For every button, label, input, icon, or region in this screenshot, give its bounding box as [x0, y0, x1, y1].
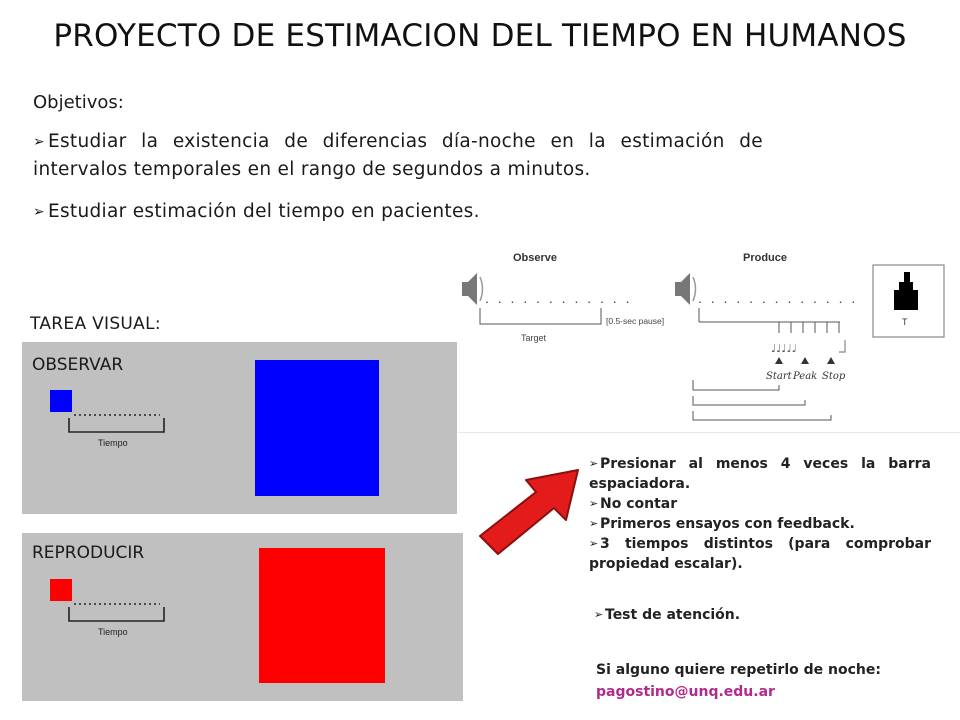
objective-text-1: Estudiar la existencia de diferencias día-noche en la estimación de intervalos temporales en el rango de segundos a minutos. [33, 131, 763, 180]
stop-label: Stop [822, 371, 846, 382]
observe-label: Observe [513, 252, 558, 264]
instructions-list [589, 454, 931, 574]
email-link[interactable]: pagostino@unq.edu.ar [596, 684, 775, 700]
reproduce-timeline-label: Tiempo [98, 627, 128, 637]
reproduce-timeline [66, 591, 176, 641]
start-label: Start [766, 371, 792, 382]
instruction-text: Primeros ensayos con feedback. [600, 516, 855, 532]
observe-panel [22, 342, 457, 514]
target-label: Target [521, 333, 547, 343]
attention-test-text: Test de atención. [605, 607, 741, 623]
speaker-icon [675, 273, 696, 305]
arrow-bullet-icon: ➢ [594, 608, 604, 621]
instruction-text: 3 tiempos distintos (para comprobar propiedad escalar). [589, 536, 931, 572]
instruction-item [589, 494, 931, 514]
bracket-stop [693, 411, 831, 420]
attention-test-item [594, 607, 740, 623]
start-marker [775, 357, 783, 364]
objective-item-1 [33, 128, 763, 184]
observe-panel-title: OBSERVAR [32, 355, 124, 375]
produce-ticks [779, 322, 839, 333]
large-red-square [259, 548, 385, 683]
repeat-note: Si alguno quiere repetirlo de noche: [596, 662, 881, 678]
objective-item-2 [33, 198, 480, 226]
observe-dots: . . . . . . . . . . . . [485, 290, 632, 306]
note-icons: ♩♩♩♩♩ [771, 342, 797, 355]
instruction-text: No contar [600, 496, 678, 512]
objectives-label: Objetivos: [33, 92, 124, 113]
arrow-bullet-icon: ➢ [589, 457, 599, 470]
arrow-bullet-icon: ➢ [33, 204, 46, 220]
produce-label: Produce [743, 252, 788, 264]
arrow-bullet-icon: ➢ [589, 537, 599, 550]
arrow-bullet-icon: ➢ [589, 497, 599, 510]
stop-marker [827, 357, 835, 364]
pause-label: [0.5-sec pause] [606, 316, 665, 326]
instruction-item [589, 454, 931, 494]
produce-dots: . . . . . . . . . . . . . [698, 290, 858, 306]
speaker-icon [462, 273, 483, 305]
reproduce-panel-title: REPRODUCIR [32, 543, 145, 563]
red-arrow-icon [474, 464, 586, 562]
observe-produce-diagram [457, 240, 957, 432]
instruction-item [589, 514, 931, 534]
task-label: TAREA VISUAL: [30, 314, 161, 334]
peak-marker [801, 357, 809, 364]
peak-label: Peak [793, 371, 818, 382]
arrow-bullet-icon: ➢ [589, 517, 599, 530]
objective-text-2: Estudiar estimación del tiempo en pacientes. [48, 201, 480, 222]
observe-timeline-label: Tiempo [98, 438, 128, 448]
observe-timeline [66, 402, 176, 452]
bracket-peak [693, 396, 805, 405]
finger-tap-icon [839, 340, 845, 352]
reproduce-panel [22, 533, 463, 701]
large-blue-square [255, 360, 379, 496]
instruction-text: Presionar al menos 4 veces la barra espaciadora. [589, 456, 931, 492]
arrow-bullet-icon: ➢ [33, 134, 46, 150]
t-label: T [902, 317, 908, 327]
page-title: PROYECTO DE ESTIMACION DEL TIEMPO EN HUMANOS [53, 18, 907, 54]
instruction-item [589, 534, 931, 574]
divider [458, 432, 960, 433]
target-bracket [480, 308, 601, 324]
